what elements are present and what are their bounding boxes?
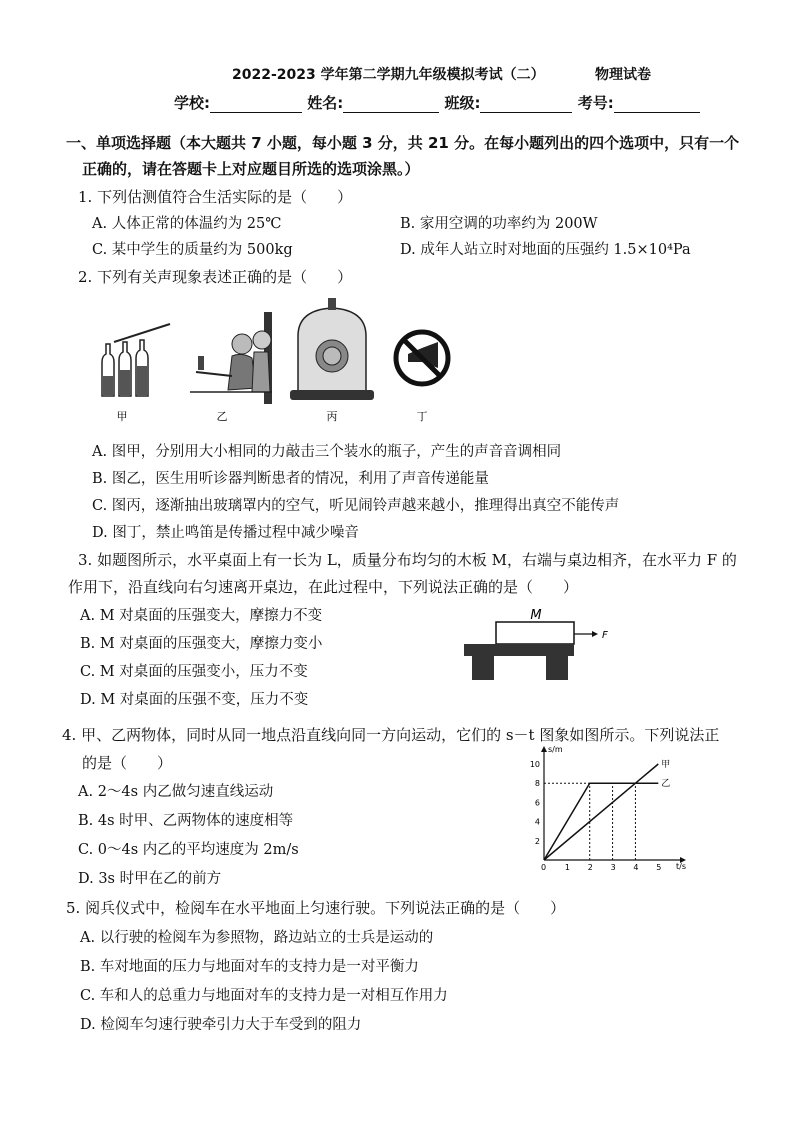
table-leg-left — [472, 656, 494, 680]
series-label-jia: 甲 — [661, 760, 671, 770]
y-tick-label: 8 — [534, 779, 540, 789]
name-blank[interactable] — [343, 98, 439, 113]
exam-subject: 物理试卷 — [595, 67, 651, 83]
table-top — [464, 644, 574, 656]
name-label: 姓名: — [307, 94, 344, 112]
q1-option-a[interactable]: A. 人体正常的体温约为 25℃ — [92, 216, 282, 232]
q3-stem-line2: 作用下，沿直线向右匀速离开桌边，在此过程中，下列说法正确的是（ ） — [68, 578, 579, 596]
y-tick-label: 4 — [534, 817, 540, 827]
section-instructions-line1: 一、单项选择题（本大题共 7 小题，每小题 3 分，共 21 分。在每小题列出的四个选项中，只有一个 — [66, 134, 740, 152]
y-tick-label: 6 — [534, 798, 540, 808]
caption-bing: 丙 — [326, 410, 338, 423]
exam-number-blank[interactable] — [614, 98, 700, 113]
q1-stem: 1. 下列估测值符合生活实际的是（ ） — [78, 188, 353, 206]
exam-title: 2022-2023 学年第二学期九年级模拟考试（二） — [232, 67, 545, 83]
stethoscope-illustration — [190, 312, 272, 423]
q3-option-a[interactable]: A. M 对桌面的压强变大，摩擦力不变 — [80, 608, 323, 624]
caption-ding: 丁 — [416, 410, 428, 423]
q3-option-c[interactable]: C. M 对桌面的压强变小，压力不变 — [80, 664, 308, 680]
bell-jar-illustration — [290, 298, 374, 423]
label-f: F — [602, 630, 608, 641]
y-tick-label: 2 — [534, 836, 540, 846]
x-tick-label: 1 — [564, 863, 570, 872]
q2-option-a[interactable]: A. 图甲，分别用大小相同的力敲击三个装水的瓶子，产生的声音音调相同 — [92, 444, 562, 460]
q2-stem: 2. 下列有关声现象表述正确的是（ ） — [78, 268, 353, 286]
q2-option-c[interactable]: C. 图丙，逐渐抽出玻璃罩内的空气，听见闹铃声越来越小，推理得出真空不能传声 — [92, 498, 620, 514]
board-m — [496, 622, 574, 644]
y-tick-label: 10 — [529, 760, 540, 769]
school-blank[interactable] — [210, 98, 302, 113]
caption-jia: 甲 — [116, 410, 128, 423]
q5-option-c[interactable]: C. 车和人的总重力与地面对车的支持力是一对相互作用力 — [80, 988, 448, 1004]
y-axis-label: s/m — [548, 746, 563, 754]
q5-stem: 5. 阅兵仪式中，检阅车在水平地面上匀速行驶。下列说法正确的是（ ） — [66, 899, 566, 917]
no-honking-sign-icon — [396, 332, 448, 423]
q3-stem-line1: 3. 如题图所示，水平桌面上有一长为 L，质量分布均匀的木板 M，右端与桌边相齐，在水平力 F 的 — [78, 551, 737, 569]
q2-figures — [92, 296, 452, 431]
exam-number-label: 考号: — [577, 94, 614, 112]
bottles-illustration — [102, 324, 170, 423]
x-axis-label: t/s — [676, 862, 686, 871]
q4-option-d[interactable]: D. 3s 时甲在乙的前方 — [78, 871, 222, 887]
table-leg-right — [546, 656, 568, 680]
q2-option-b[interactable]: B. 图乙，医生用听诊器判断患者的情况，利用了声音传递能量 — [92, 471, 489, 487]
q4-stem-line1: 4. 甲、乙两物体，同时从同一地点沿直线向同一方向运动，它们的 s－t 图象如图所示。下列说法正 — [62, 726, 720, 744]
series-label-yi: 乙 — [661, 779, 671, 790]
label-m: M — [530, 608, 542, 623]
caption-yi: 乙 — [216, 410, 228, 423]
series-line-yi — [544, 783, 658, 860]
y-axis-arrow — [541, 746, 547, 752]
x-tick-label: 4 — [633, 863, 639, 872]
x-tick-label: 0 — [541, 863, 547, 872]
series-line-jia — [544, 764, 658, 860]
q2-option-d[interactable]: D. 图丁，禁止鸣笛是传播过程中减少噪音 — [92, 525, 359, 541]
q5-option-d[interactable]: D. 检阅车匀速行驶牵引力大于车受到的阻力 — [80, 1017, 362, 1033]
section-instructions-line2: 正确的，请在答题卡上对应题目所选的选项涂黑。） — [82, 160, 420, 178]
q5-option-a[interactable]: A. 以行驶的检阅车为参照物，路边站立的士兵是运动的 — [80, 930, 434, 946]
class-blank[interactable] — [480, 98, 572, 113]
q3-option-b[interactable]: B. M 对桌面的压强变大，摩擦力变小 — [80, 636, 323, 652]
q1-option-b[interactable]: B. 家用空调的功率约为 200W — [400, 216, 598, 232]
header-fields — [174, 92, 700, 113]
x-tick-label: 5 — [656, 863, 662, 872]
q4-stem-line2: 的是（ ） — [82, 754, 173, 772]
q4-option-c[interactable]: C. 0～4s 内乙的平均速度为 2m/s — [78, 842, 299, 858]
class-label: 班级: — [444, 94, 481, 112]
x-tick-label: 3 — [610, 863, 616, 872]
q5-option-b[interactable]: B. 车对地面的压力与地面对车的支持力是一对平衡力 — [80, 959, 419, 975]
school-label: 学校: — [174, 94, 210, 112]
q4-option-a[interactable]: A. 2～4s 内乙做匀速直线运动 — [78, 784, 274, 800]
q3-option-d[interactable]: D. M 对桌面的压强不变，压力不变 — [80, 692, 309, 708]
q1-option-c[interactable]: C. 某中学生的质量约为 500kg — [92, 242, 293, 258]
q1-option-d[interactable]: D. 成年人站立时对地面的压强约 1.5×10⁴Pa — [400, 242, 691, 258]
st-chart — [522, 746, 702, 878]
q3-figure — [460, 604, 620, 690]
q4-option-b[interactable]: B. 4s 时甲、乙两物体的速度相等 — [78, 813, 294, 829]
x-tick-label: 2 — [587, 863, 593, 872]
